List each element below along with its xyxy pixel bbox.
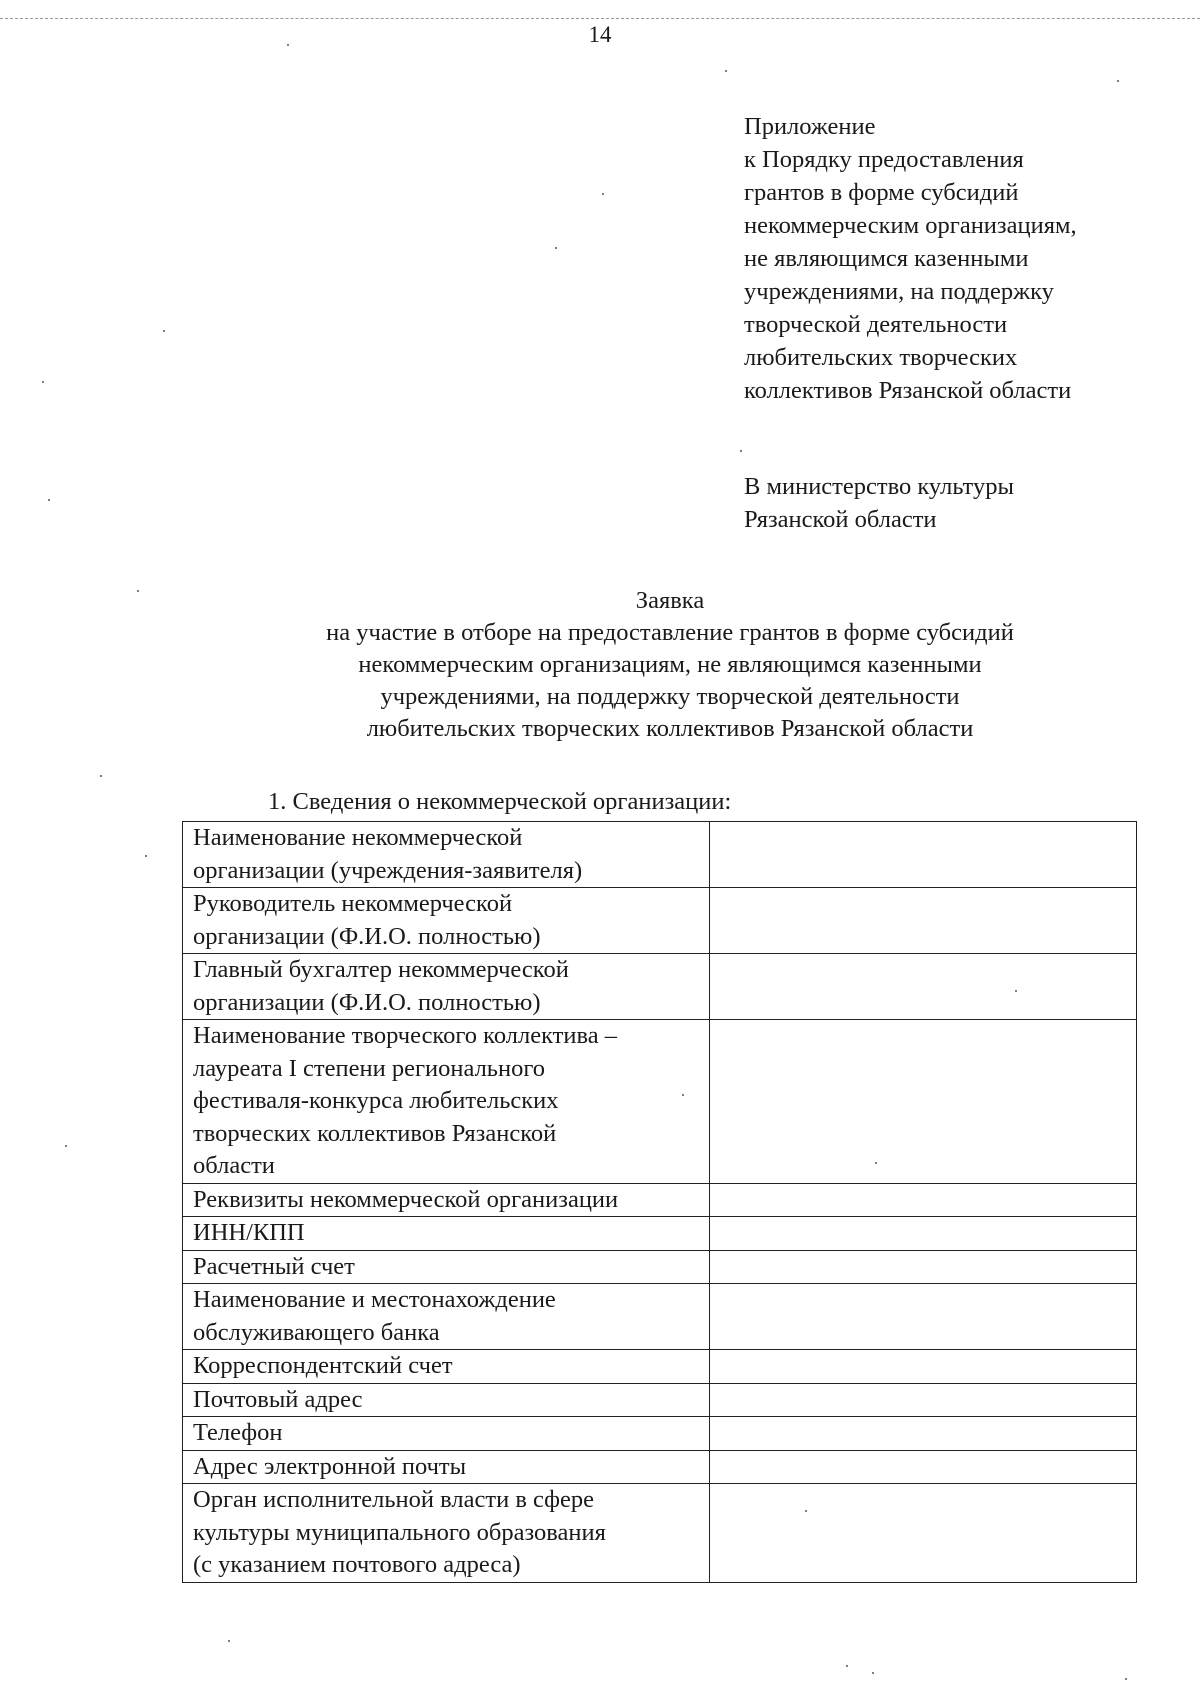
- row-value-cell: [709, 1250, 1136, 1284]
- row-label-line: Орган исполнительной власти в сфере: [193, 1486, 595, 1513]
- table-row: [183, 954, 1137, 1020]
- row-value-cell: [709, 1350, 1136, 1384]
- table-row: [183, 888, 1137, 954]
- scan-speck: [163, 330, 165, 332]
- appendix-line: не являющимся казенными: [744, 245, 1029, 272]
- scan-speck: [1117, 80, 1119, 82]
- row-label-line: Корреспондентский счет: [193, 1352, 453, 1379]
- table-row: [183, 1250, 1137, 1284]
- organization-info-table: [182, 821, 1137, 1583]
- table-row: [183, 1417, 1137, 1451]
- table-row: [183, 1020, 1137, 1184]
- row-label-line: Наименование творческого коллектива –: [193, 1022, 617, 1049]
- scan-speck: [42, 381, 44, 383]
- row-label-cell: [183, 1020, 710, 1184]
- table-row: [183, 822, 1137, 888]
- scan-edge-line: [0, 18, 1200, 19]
- row-value-cell: [709, 1217, 1136, 1251]
- row-label-line: Расчетный счет: [193, 1252, 355, 1280]
- row-label-line: лауреата I степени регионального: [193, 1054, 546, 1082]
- row-label-line: ИНН/КПП: [193, 1219, 305, 1246]
- row-label-cell: [183, 1183, 710, 1217]
- scan-speck: [65, 1145, 67, 1147]
- row-value-cell: [709, 1484, 1136, 1583]
- row-value-cell: [709, 1417, 1136, 1451]
- row-label-line: обслуживающего банка: [193, 1318, 440, 1346]
- row-label-cell: [183, 1217, 710, 1251]
- scan-speck: [100, 775, 102, 777]
- scan-speck: [805, 1510, 807, 1512]
- row-label-line: Телефон: [193, 1419, 283, 1446]
- scan-speck: [725, 70, 727, 72]
- appendix-line: некоммерческим организациям,: [744, 212, 1077, 239]
- title-line: любительских творческих коллективов Рязанской области: [366, 715, 974, 742]
- appendix-line: к Порядку предоставления: [744, 146, 1024, 173]
- row-label-cell: [183, 1484, 710, 1583]
- row-value-cell: [709, 954, 1136, 1020]
- row-label-line: организации (Ф.И.О. полностью): [193, 922, 541, 950]
- row-value-cell: [709, 1284, 1136, 1350]
- title-line: на участие в отборе на предоставление грантов в форме субсидий: [326, 619, 1014, 646]
- row-value-cell: [709, 1383, 1136, 1417]
- table-row: [183, 1284, 1137, 1350]
- row-label-line: Руководитель некоммерческой: [193, 890, 513, 917]
- table-row: [183, 1383, 1137, 1417]
- title-line: некоммерческим организациям, не являющимся казенными: [358, 651, 982, 678]
- row-value-cell: [709, 822, 1136, 888]
- table-row: [183, 1450, 1137, 1484]
- appendix-line: коллективов Рязанской области: [744, 377, 1072, 404]
- row-label-line: организации (учреждения-заявителя): [193, 856, 583, 884]
- scan-speck: [602, 193, 604, 195]
- scan-speck: [1015, 990, 1017, 992]
- title-line: учреждениями, на поддержку творческой деятельности: [380, 683, 960, 710]
- row-label-cell: [183, 888, 710, 954]
- section-heading: 1. Сведения о некоммерческой организации:: [268, 788, 732, 815]
- row-label-cell: [183, 1250, 710, 1284]
- addressee: [744, 470, 1184, 536]
- scan-speck: [555, 247, 557, 249]
- scan-speck: [145, 855, 147, 857]
- table-row: [183, 1183, 1137, 1217]
- appendix-reference: [744, 110, 1184, 407]
- scan-speck: [682, 1094, 684, 1096]
- scan-speck: [1125, 1678, 1127, 1680]
- row-label-line: Наименование некоммерческой: [193, 824, 523, 851]
- scan-speck: [846, 1665, 848, 1667]
- scan-speck: [740, 450, 742, 452]
- appendix-line: грантов в форме субсидий: [744, 179, 1019, 206]
- row-label-line: Реквизиты некоммерческой организации: [193, 1185, 619, 1213]
- row-label-line: Адрес электронной почты: [193, 1452, 467, 1480]
- scan-speck: [137, 590, 139, 592]
- row-label-line: области: [193, 1152, 275, 1179]
- row-label-cell: [183, 822, 710, 888]
- appendix-line: творческой деятельности: [744, 311, 1008, 338]
- row-label-line: (с указанием почтового адреса): [193, 1551, 521, 1578]
- row-value-cell: [709, 1450, 1136, 1484]
- title-line: Заявка: [635, 587, 705, 614]
- appendix-line: Приложение: [744, 113, 876, 140]
- appendix-line: любительских творческих: [744, 344, 1018, 371]
- scan-speck: [228, 1640, 230, 1642]
- row-label-line: творческих коллективов Рязанской: [193, 1119, 557, 1147]
- table-row: [183, 1484, 1137, 1583]
- row-label-line: Наименование и местонахождение: [193, 1286, 556, 1313]
- row-label-cell: [183, 954, 710, 1020]
- row-label-line: организации (Ф.И.О. полностью): [193, 988, 541, 1016]
- scan-speck: [872, 1672, 874, 1674]
- scan-speck: [875, 1162, 877, 1164]
- row-label-cell: [183, 1350, 710, 1384]
- row-label-cell: [183, 1284, 710, 1350]
- table-row: [183, 1350, 1137, 1384]
- row-label-line: фестиваля-конкурса любительских: [193, 1087, 559, 1114]
- application-title: [150, 585, 1190, 745]
- page-number: 14: [588, 22, 612, 47]
- row-label-line: Главный бухгалтер некоммерческой: [193, 956, 569, 983]
- scan-speck: [48, 499, 50, 501]
- row-label-cell: [183, 1383, 710, 1417]
- appendix-line: учреждениями, на поддержку: [744, 278, 1054, 305]
- row-label-cell: [183, 1450, 710, 1484]
- row-value-cell: [709, 1020, 1136, 1184]
- row-label-line: культуры муниципального образования: [193, 1518, 606, 1546]
- row-value-cell: [709, 1183, 1136, 1217]
- addressee-line: Рязанской области: [744, 506, 937, 533]
- table-row: [183, 1217, 1137, 1251]
- row-label-line: Почтовый адрес: [193, 1385, 363, 1413]
- addressee-line: В министерство культуры: [744, 473, 1014, 500]
- row-value-cell: [709, 888, 1136, 954]
- scan-speck: [287, 44, 289, 46]
- row-label-cell: [183, 1417, 710, 1451]
